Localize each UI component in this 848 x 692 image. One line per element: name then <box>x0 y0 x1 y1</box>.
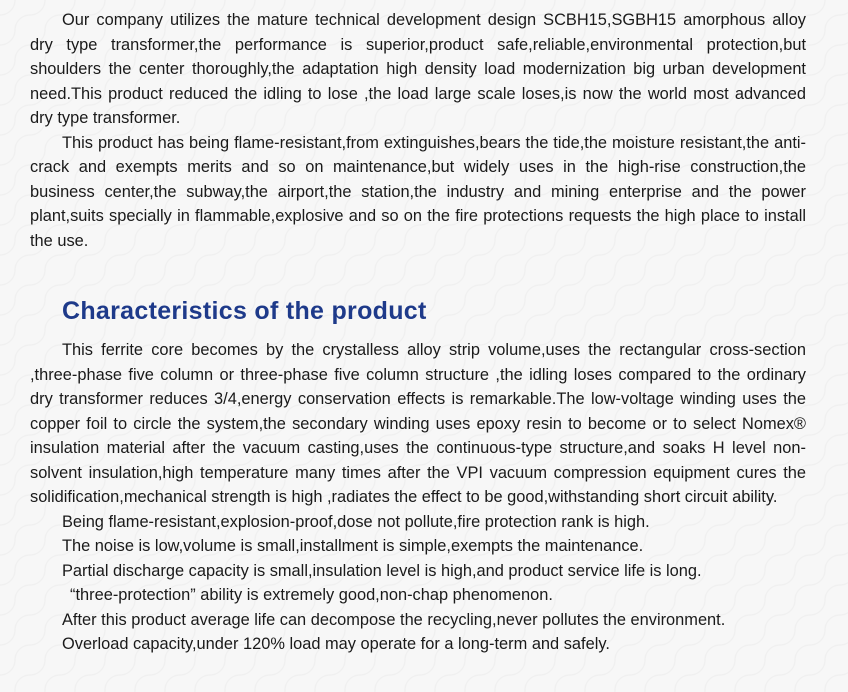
feature-point-2: The noise is low,volume is small,installment is simple,exempts the maintenance. <box>62 537 644 555</box>
feature-point-1: Being flame-resistant,explosion-proof,dose not pollute,fire protection rank is high. <box>62 512 650 531</box>
feature-point-4: “three-protection” ability is extremely good,non-chap phenomenon. <box>70 586 553 604</box>
feature-point-3: Partial discharge capacity is small,insulation level is high,and product service life is long. <box>62 561 702 580</box>
characteristics-paragraph: This ferrite core becomes by the crystalless alloy strip volume,uses the rectangular cross-section ,three-phase five column or three-phase five column structure ,the idling loses compared to the ordinary dry transformer reduces 3/4,energy conservation effects is remarkable.The low-voltage winding uses the copper foil to circle the system,the secondary winding uses epoxy resin to become or to select Nomex® insulation material after the vacuum casting,uses the continuous-type structure,and soaks H level non-solvent insulation,high temperature many times after the VPI vacuum compression equipment cures the solidification,mechanical strength is high ,radiates the effect to be good,withstanding short circuit ability. <box>30 341 806 506</box>
feature-point-5: After this product average life can decompose the recycling,never pollutes the environment. <box>62 610 726 629</box>
section-heading: Characteristics of the product <box>62 297 427 325</box>
feature-point-6: Overload capacity,under 120% load may operate for a long-term and safely. <box>62 635 610 653</box>
intro-paragraph-2: This product has being flame-resistant,from extinguishes,bears the tide,the moisture resistant,the anti-crack and exempts merits and so on maintenance,but widely uses in the high-rise construction,the business center,the subway,the airport,the station,the industry and mining enterprise and the power plant,suits specially in flammable,explosive and so on the fire protections requests the high place to install the use. <box>30 133 806 250</box>
document-page <box>30 8 806 657</box>
heading-spacer <box>30 326 806 338</box>
intro-paragraph-1: Our company utilizes the mature technical development design SCBH15,SGBH15 amorphous alloy dry type transformer,the performance is superior,product safe,reliable,environmental protection,but shoulders the center thoroughly,the adaptation high density load modernization big urban development need.This product reduced the idling to lose ,the load large scale loses,is now the world most advanced dry type transformer. <box>30 11 806 127</box>
